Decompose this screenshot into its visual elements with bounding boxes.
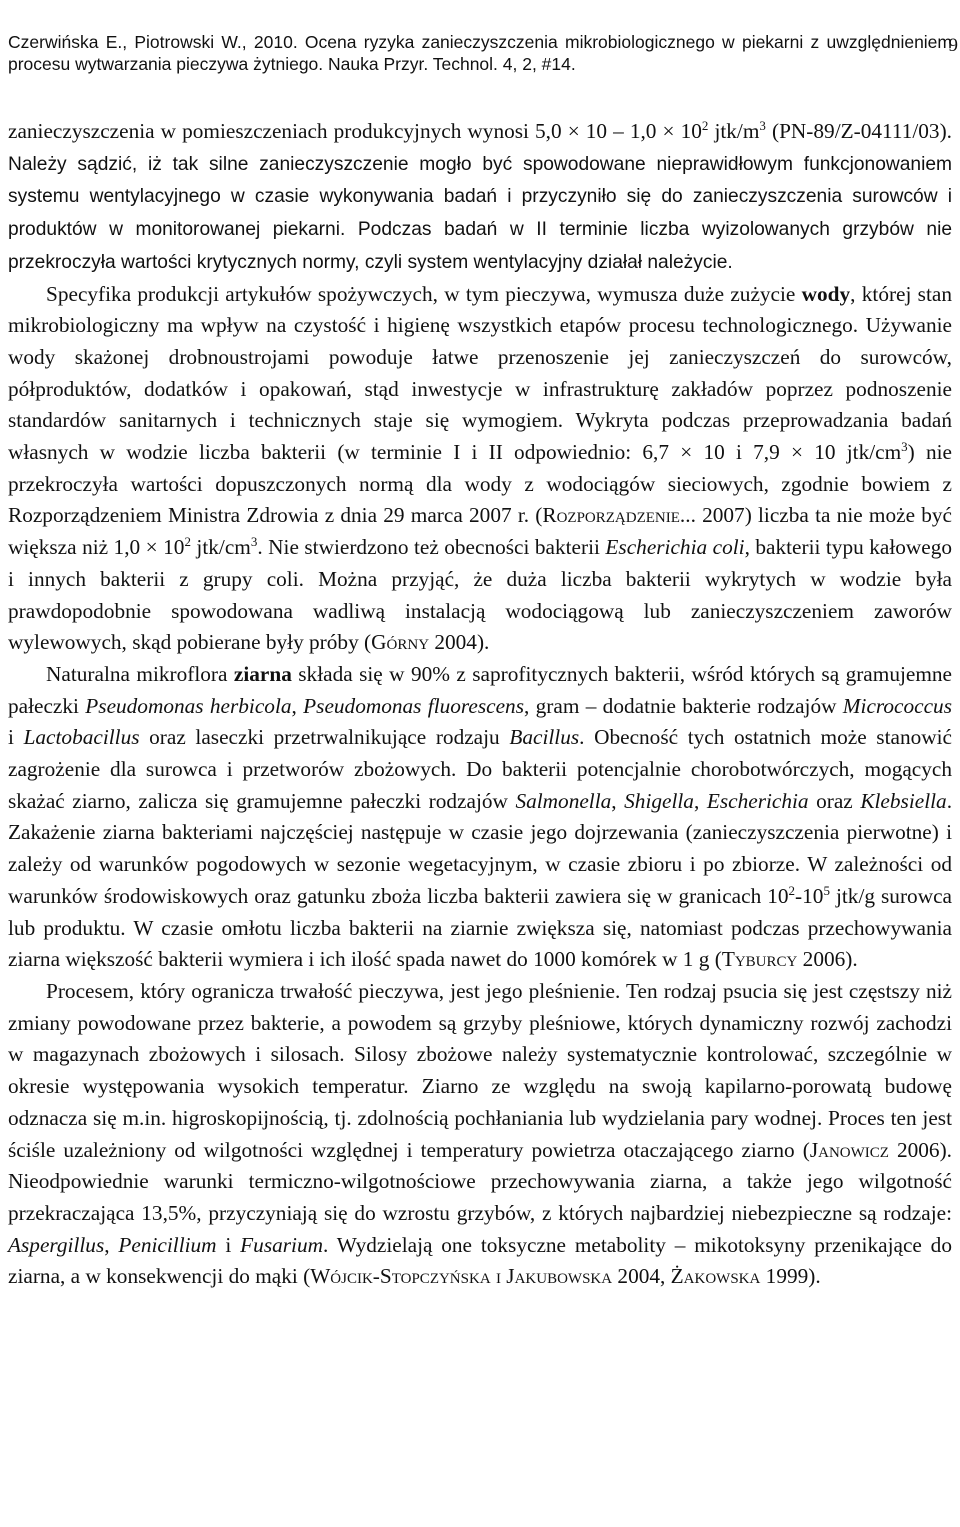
paragraph-air-contamination: zanieczyszczenia w pomieszczeniach produkcyjnych wynosi $5,0 \times 10 - 1,0 \times 10^2$ jtk/$m^3$ (PN-89/Z-04111/03). Należy sądzić, iż tak silne zanieczyszczenie mogło być spowodowane nieprawidłowym funkcjonowaniem systemu wentylacyjnego w czasie wykonywania badań i przyczyniło się do zanieczyszczenia surowców i produktów w monitorowanej piekarni. Podczas badań w II terminie liczba wyizolowanych grzybów nie przekroczyła wartości krytycznych normy, czyli system wentylacyjny działał należycie.	[8, 118, 952, 273]
paragraph-mould: Procesem, który ogranicza trwałość pieczywa, jest jego pleśnienie. Ten rodzaj psucia się jest częstszy niż zmiany powodowane przez bakterie, a powodem są grzyby pleśniowe, których dynamiczny rozwój zachodzi w magazynach zbożowych i silosach. Silosy zbożowe należy systematycznie kontrolować, szczególnie w okresie występowania wysokich temperatur. Ziarno ze względu na swoją kapilarno-porowatą budowę odznacza się m.in. higroskopijnością, tj. zdolnością pochłaniania lub wydzielania pary wodnej. Proces ten jest ściśle uzależniony od wilgotności względnej i temperatury powietrza otaczającego ziarno (Janowicz 2006). Nieodpowiednie warunki termiczno-wilgotnościowe przechowywania ziarna, a także jego wilgotność przekraczająca 13,5%, przyczyniają się do wzrostu grzybów, z których najbardziej niebezpieczne są rodzaje: Aspergillus, Penicillium i Fusarium. Wydzielają one toksyczne metabolity – mikotoksyny przenikające do ziarna, a w konsekwencji do mąki (Wójcik-Stopczyńska i Jakubowska 2004, Żakowska 1999).	[8, 978, 952, 1289]
header-citation: Czerwińska E., Piotrowski W., 2010. Ocena ryzyka zanieczyszczenia mikrobiologicznego w piekarni z uwzględnieniem procesu wytwarzania pieczywa żytniego. Nauka Przyr. Technol. 4, 2, #14.	[8, 32, 952, 74]
page-number: 9	[948, 35, 958, 56]
paragraph-water: Specyfika produkcji artykułów spożywczych, w tym pieczywa, wymusza duże zużycie wody, której stan mikrobiologiczny ma wpływ na czystość i higienę wszystkich etapów procesu technologicznego. Używanie wody skażonej drobnoustrojami powoduje łatwe przenoszenie jej zanieczyszczeń do surowców, półproduktów, dodatków i opakowań, stąd inwestycje w infrastrukturę zakładów poprzez podnoszenie standardów sanitarnych i technicznych staje się wymogiem. Wykryta podczas przeprowadzania badań własnych w wodzie liczba bakterii (w terminie I i II odpowiednio: 6,7 × 10 i 7,9 × 10 jtk/$cm^3$) nie przekroczyła wartości dopuszczonych normą dla wody z wodociągów sieciowych, zgodnie bowiem z Rozporządzeniem Ministra Zdrowia z dnia 29 marca 2007 r. (Rozporządzenie... 2007) liczba ta nie może być większa niż $1,0 \times 10^2$ jtk/$cm^3$. Nie stwierdzono też obecności bakterii Escherichia coli, bakterii typu kałowego i innych bakterii z grupy coli. Można przyjąć, że duża liczba bakterii wykrytych w wodzie była prawdopodobnie spowodowana wadliwą instalacją wodociągową lub zanieczyszczeniem zaworów wylewowych, skąd pobierane były próby (Górny 2004).	[8, 281, 953, 655]
body-text	[8, 116, 952, 1293]
running-header	[8, 31, 958, 75]
paragraph-grain: Naturalna mikroflora ziarna składa się w 90% z saprofitycznych bakterii, wśród których są gramujemne pałeczki Pseudomonas herbicola, Pseudomonas fluorescens, gram – dodatnie bakterie rodzajów Micrococcus i Lactobacillus oraz laseczki przetrwalnikujące rodzaju Bacillus. Obecność tych ostatnich może stanowić zagrożenie dla surowca i przetworów zbożowych. Do bakterii potencjalnie chorobotwórczych, mogących skażać ziarno, zalicza się gramujemne pałeczki rodzajów Salmonella, Shigella, Escherichia oraz Klebsiella. Zakażenie ziarna bakteriami najczęściej następuje w czasie jego dojrzewania (zanieczyszczenia pierwotne) i zależy od warunków pogodowych w sezonie wegetacyjnym, w czasie zbioru i po zbiorze. W zależności od warunków środowiskowych oraz gatunku zboża liczba bakterii zawiera się w granicach $10^2-10^5$ jtk/g surowca lub produktu. W czasie omłotu liczba bakterii na ziarnie zwiększa się, natomiast podczas przechowywania ziarna większość bakterii wymiera i ich ilość spada nawet do 1000 komórek w 1 g (Tyburcy 2006).	[8, 661, 953, 972]
